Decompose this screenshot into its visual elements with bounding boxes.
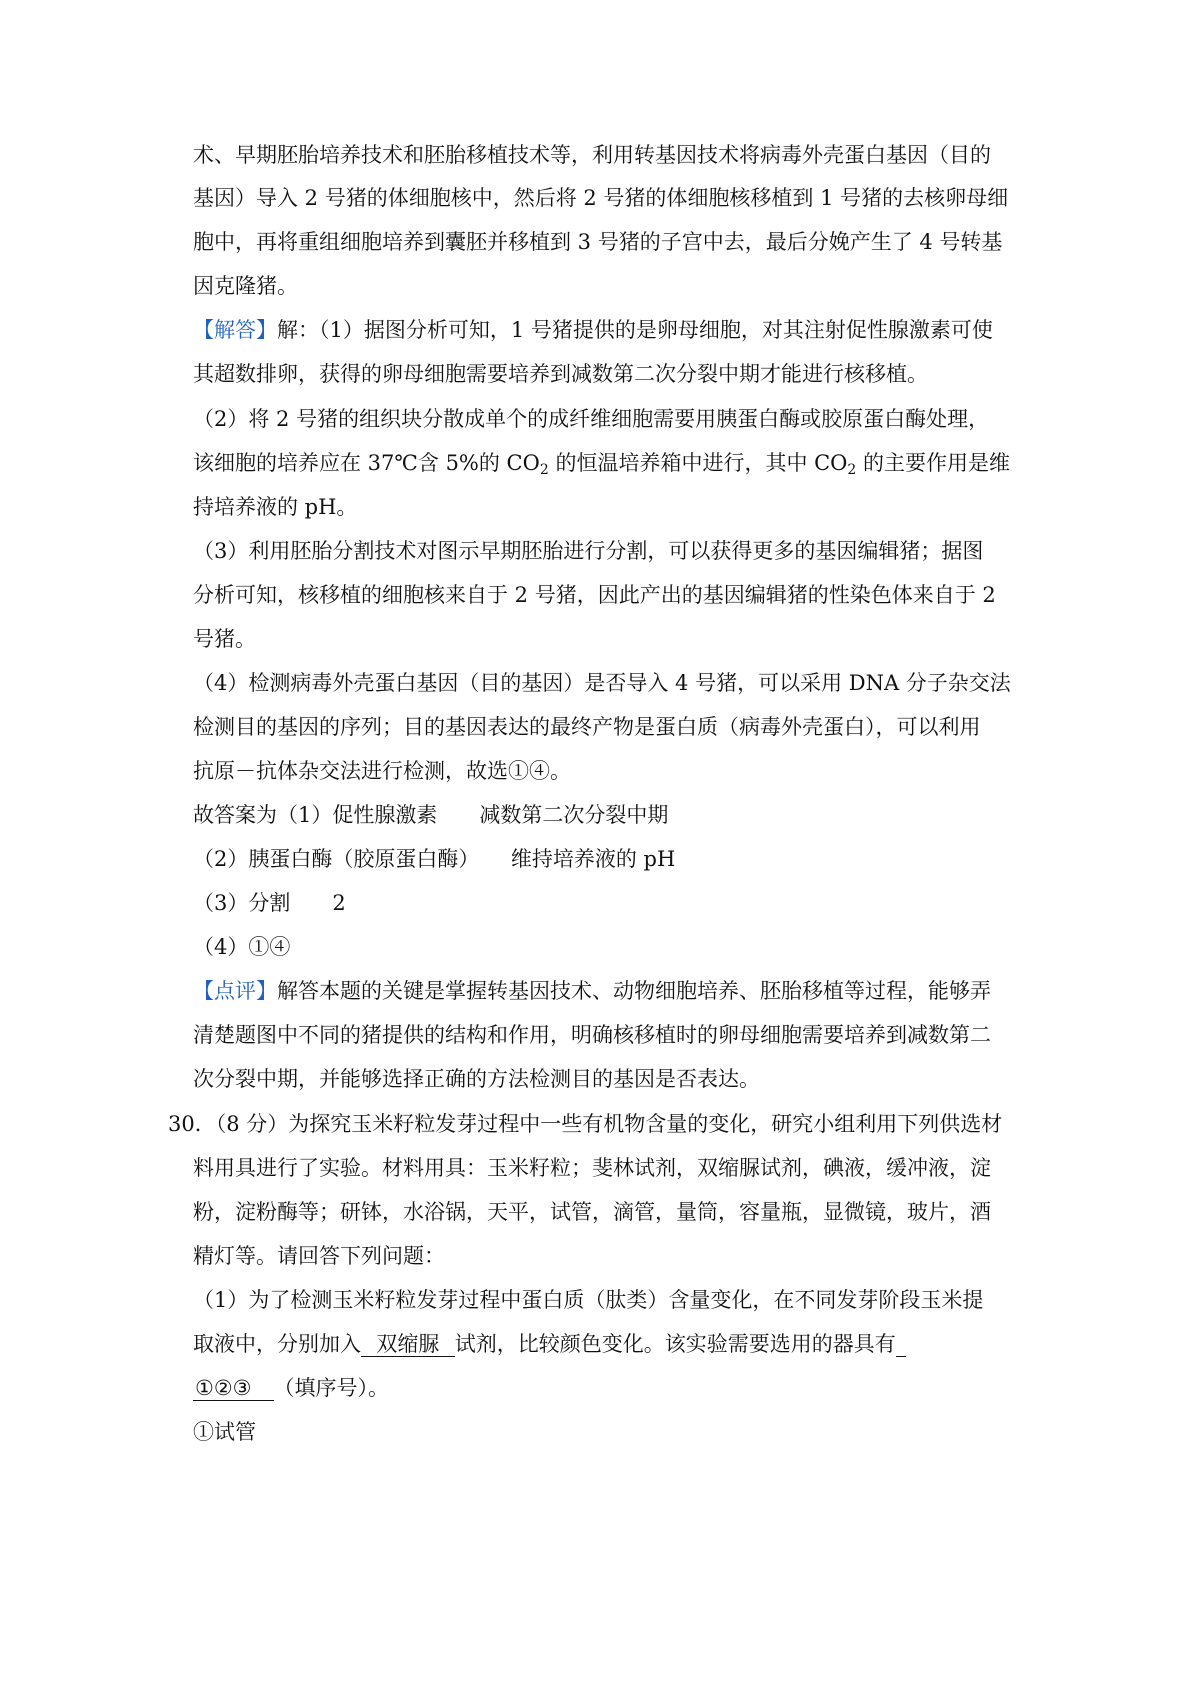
text-line: （3）分割 2 — [193, 891, 346, 915]
text-span: 试剂，比较颜色变化。该实验需要选用的器具有 — [454, 1332, 896, 1356]
text-span: 解：（1）据图分析可知，1 号猪提供的是卵母细胞，对其注射促性腺激素可使 — [277, 318, 993, 342]
text-line: 检测目的基因的序列；目的基因表达的最终产物是蛋白质（病毒外壳蛋白），可以利用 — [193, 715, 981, 739]
text-line: 持培养液的 pH。 — [193, 495, 358, 519]
text-line: （4）①④ — [193, 935, 291, 959]
text-span: 取液中，分别加入 — [193, 1332, 361, 1356]
text-line-co2 — [193, 449, 1010, 477]
answer-blank-tools: ①②③ — [193, 1376, 274, 1401]
text-line: 因克隆猪。 — [193, 274, 298, 298]
subscript: 2 — [539, 462, 549, 478]
text-span: 该细胞的培养应在 37℃含 5%的 CO — [193, 451, 540, 475]
text-line: 胞中，再将重组细胞培养到囊胚并移植到 3 号猪的子宫中去，最后分娩产生了 4 号转基 — [193, 230, 1003, 254]
text-line: 清楚题图中不同的猪提供的结构和作用，明确核移植时的卵母细胞需要培养到减数第二 — [193, 1023, 991, 1047]
question-title: 30．（8 分）为探究玉米籽粒发芽过程中一些有机物含量的变化，研究小组利用下列供选材 — [168, 1112, 1003, 1136]
text-span: 的恒温培养箱中进行，其中 CO — [548, 451, 848, 475]
text-line: 料用具进行了实验。材料用具：玉米籽粒；斐林试剂，双缩脲试剂，碘液，缓冲液，淀 — [193, 1156, 991, 1180]
text-line: 其超数排卵，获得的卵母细胞需要培养到减数第二次分裂中期才能进行核移植。 — [193, 362, 928, 386]
comment-tag: 【点评】 — [193, 979, 277, 1003]
text-span: （填序号）。 — [273, 1376, 390, 1400]
option-item: ①试管 — [193, 1420, 256, 1444]
answer-line — [193, 316, 993, 344]
text-span: 的主要作用是维 — [856, 451, 1011, 475]
text-line: 术、早期胚胎培养技术和胚胎移植技术等，利用转基因技术将病毒外壳蛋白基因（目的 — [193, 143, 991, 167]
subscript: 2 — [847, 462, 857, 478]
text-line-blanks — [193, 1330, 906, 1358]
text-line: 粉，淀粉酶等；研钵，水浴锅，天平，试管，滴管，量筒，容量瓶，显微镜，玻片，酒 — [193, 1200, 991, 1224]
text-line: （2）将 2 号猪的组织块分散成单个的成纤维细胞需要用胰蛋白酶或胶原蛋白酶处理， — [193, 407, 990, 431]
text-line: 次分裂中期，并能够选择正确的方法检测目的基因是否表达。 — [193, 1067, 760, 1091]
blank-underline-tail — [896, 1332, 907, 1357]
text-line-blanks — [193, 1374, 389, 1402]
text-line: （4）检测病毒外壳蛋白基因（目的基因）是否导入 4 号猪，可以采用 DNA 分子杂交法 — [193, 671, 1011, 695]
text-line: （1）为了检测玉米籽粒发芽过程中蛋白质（肽类）含量变化，在不同发芽阶段玉米提 — [193, 1288, 984, 1312]
text-line: （2）胰蛋白酶（胶原蛋白酶） 维持培养液的 pH — [193, 847, 676, 871]
text-line: （3）利用胚胎分割技术对图示早期胚胎进行分割，可以获得更多的基因编辑猪；据图 — [193, 539, 984, 563]
text-line: 基因）导入 2 号猪的体细胞核中，然后将 2 号猪的体细胞核移植到 1 号猪的去核卵母细 — [193, 186, 1009, 210]
text-line: 精灯等。请回答下列问题： — [193, 1244, 445, 1268]
answer-tag: 【解答】 — [193, 318, 277, 342]
text-line: 故答案为（1）促性腺激素 减数第二次分裂中期 — [193, 803, 669, 827]
text-span: 解答本题的关键是掌握转基因技术、动物细胞培养、胚胎移植等过程，能够弄 — [277, 979, 991, 1003]
text-line: 分析可知，核移植的细胞核来自于 2 号猪，因此产出的基因编辑猪的性染色体来自于 2 — [193, 583, 996, 607]
text-line: 抗原－抗体杂交法进行检测，故选①④。 — [193, 759, 571, 783]
comment-line — [193, 977, 991, 1005]
text-line: 号猪。 — [193, 627, 256, 651]
answer-blank-reagent: 双缩脲 — [361, 1332, 455, 1357]
